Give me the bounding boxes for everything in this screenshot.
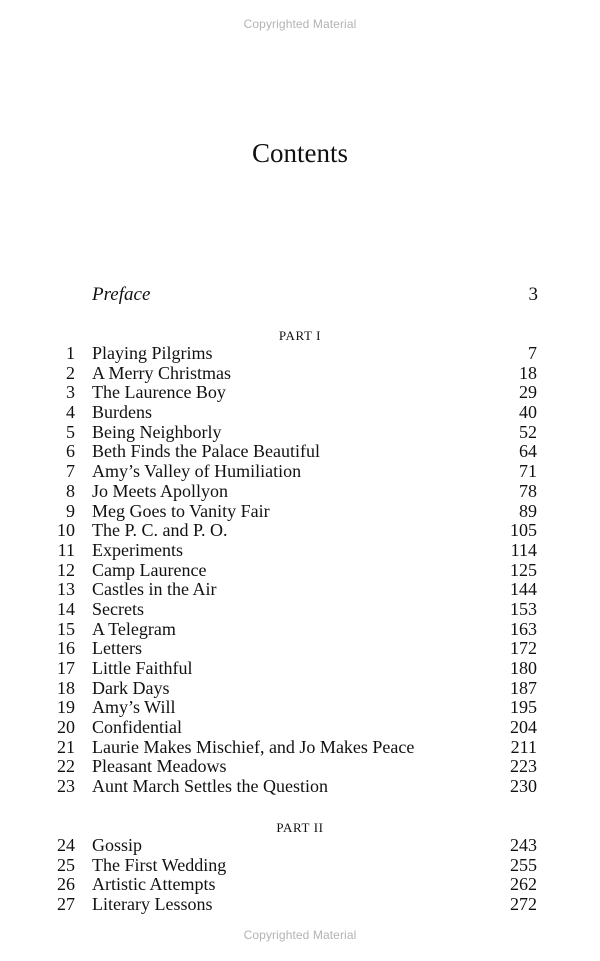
chapter-title: Little Faithful [92, 658, 193, 678]
chapter-row [0, 620, 600, 640]
chapter-title: Dark Days [92, 677, 170, 698]
chapter-row [0, 541, 600, 561]
chapter-number: 13 [57, 579, 75, 600]
chapter-title: Burdens [92, 402, 152, 423]
chapter-number: 8 [66, 480, 75, 501]
chapter-number: 23 [57, 776, 75, 797]
watermark-top: Copyrighted Material [243, 17, 357, 31]
chapter-number: 4 [66, 402, 75, 423]
chapter-page-number: 40 [519, 402, 537, 423]
chapter-title: The P. C. and P. O. [92, 520, 228, 541]
chapter-number: 11 [57, 539, 75, 560]
watermark-bottom: Copyrighted Material [243, 928, 357, 942]
chapter-row [0, 403, 600, 423]
chapter-page-number: 78 [519, 480, 537, 501]
chapter-number: 25 [57, 854, 75, 875]
chapter-page-number: 204 [510, 717, 537, 738]
chapter-page-number: 172 [510, 638, 537, 659]
chapter-row [0, 856, 600, 876]
chapter-number: 20 [57, 717, 75, 738]
chapter-page-number: 153 [510, 598, 537, 619]
chapter-row [0, 777, 600, 797]
page-title: Contents [251, 138, 348, 168]
chapter-title: Castles in the Air [92, 579, 217, 600]
chapter-page-number: 7 [528, 343, 537, 363]
chapter-number: 21 [57, 736, 75, 757]
chapter-row [0, 364, 600, 384]
chapter-title: A Merry Christmas [92, 362, 231, 383]
chapter-row [0, 659, 600, 679]
chapter-row [0, 600, 600, 620]
chapter-number: 1 [66, 343, 75, 363]
chapter-number: 15 [57, 618, 75, 639]
chapter-row [0, 875, 600, 895]
part-one-heading: PART I [278, 328, 322, 343]
chapter-page-number: 211 [510, 736, 537, 757]
chapter-page-number: 230 [510, 776, 537, 797]
chapter-title: Playing Pilgrims [92, 343, 213, 363]
chapter-page-number: 243 [510, 835, 537, 855]
preface-label: Preface [92, 284, 151, 305]
chapter-title: Jo Meets Apollyon [92, 480, 229, 501]
chapter-page-number: 255 [510, 854, 537, 875]
chapter-number: 27 [57, 894, 75, 915]
chapter-number: 3 [66, 382, 75, 403]
chapter-number: 9 [66, 500, 75, 521]
chapter-page-number: 114 [510, 539, 537, 560]
chapter-title: Confidential [92, 717, 182, 738]
chapter-number: 26 [57, 874, 75, 895]
chapter-row [0, 895, 600, 915]
chapter-number: 18 [57, 677, 75, 698]
chapter-title: Literary Lessons [92, 894, 213, 915]
chapter-title: Amy’s Valley of Humiliation [92, 461, 302, 482]
chapter-number: 16 [57, 638, 75, 659]
chapter-row [0, 383, 600, 403]
chapter-title: The Laurence Boy [92, 382, 226, 403]
chapter-row [0, 423, 600, 443]
chapter-title: Amy’s Will [92, 697, 176, 718]
chapter-number: 6 [66, 441, 75, 462]
preface-entry [92, 284, 538, 306]
chapter-row [0, 679, 600, 699]
chapter-title: Artistic Attempts [92, 874, 216, 895]
chapter-title: Beth Finds the Palace Beautiful [92, 441, 320, 462]
chapter-title: Aunt March Settles the Question [92, 776, 328, 797]
chapter-number: 12 [57, 559, 75, 580]
chapter-title: Secrets [92, 598, 144, 619]
chapter-page-number: 125 [510, 559, 537, 580]
part-two-heading: PART II [276, 820, 324, 835]
chapter-page-number: 163 [510, 618, 537, 639]
chapter-title: Letters [92, 638, 142, 659]
chapter-row [0, 561, 600, 581]
chapter-row [0, 502, 600, 522]
preface-page-number: 3 [528, 284, 538, 305]
chapter-number: 24 [57, 835, 75, 855]
chapter-row [0, 738, 600, 758]
chapter-row [0, 521, 600, 541]
chapter-title: Experiments [92, 539, 183, 560]
chapter-number: 10 [57, 520, 75, 541]
chapter-page-number: 272 [510, 894, 537, 915]
chapter-title: The First Wedding [92, 854, 227, 875]
chapter-title: Gossip [92, 835, 143, 855]
chapter-page-number: 18 [519, 362, 537, 383]
chapter-number: 17 [57, 658, 75, 678]
chapter-row [0, 344, 600, 364]
chapter-title: Laurie Makes Mischief, and Jo Makes Peace [92, 736, 415, 757]
chapter-row [0, 482, 600, 502]
chapter-number: 19 [57, 697, 75, 718]
chapter-title: Camp Laurence [92, 559, 207, 580]
chapter-title: Pleasant Meadows [92, 756, 227, 777]
chapter-title: A Telegram [92, 618, 176, 639]
chapter-row [0, 462, 600, 482]
chapter-page-number: 144 [510, 579, 537, 600]
chapter-number: 22 [57, 756, 75, 777]
chapter-page-number: 71 [519, 461, 537, 482]
chapter-page-number: 64 [519, 441, 537, 462]
chapter-page-number: 52 [519, 421, 537, 442]
chapter-page-number: 105 [510, 520, 537, 541]
chapter-number: 5 [66, 421, 75, 442]
chapter-page-number: 262 [510, 874, 537, 895]
chapter-page-number: 223 [510, 756, 537, 777]
chapter-row [0, 698, 600, 718]
chapter-row [0, 639, 600, 659]
chapter-page-number: 187 [510, 677, 537, 698]
chapter-row [0, 757, 600, 777]
chapter-row [0, 442, 600, 462]
chapter-row [0, 836, 600, 856]
chapter-number: 7 [66, 461, 75, 482]
chapter-title: Meg Goes to Vanity Fair [92, 500, 270, 521]
part-one-chapter-list [0, 344, 600, 797]
chapter-page-number: 29 [519, 382, 537, 403]
chapter-title: Being Neighborly [92, 421, 222, 442]
chapter-number: 14 [57, 598, 75, 619]
part-two-chapter-list [0, 836, 600, 915]
chapter-page-number: 195 [510, 697, 537, 718]
chapter-number: 2 [66, 362, 75, 383]
chapter-row [0, 718, 600, 738]
chapter-row [0, 580, 600, 600]
chapter-page-number: 89 [519, 500, 537, 521]
chapter-page-number: 180 [510, 658, 537, 678]
